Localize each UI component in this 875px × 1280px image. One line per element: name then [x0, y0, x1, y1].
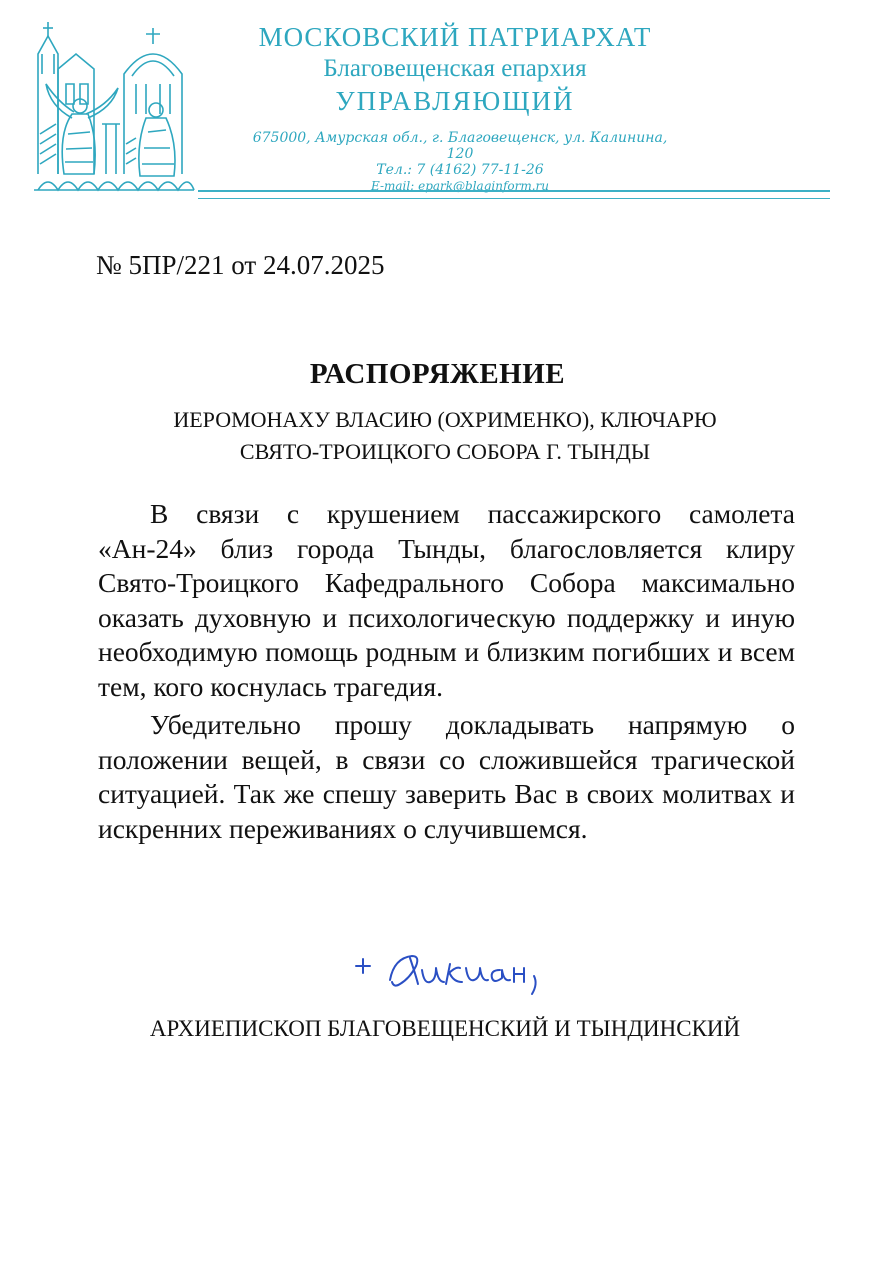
email-address: E-mail: epark@blaginform.ru	[370, 179, 550, 193]
office-name: УПРАВЛЯЮЩИЙ	[335, 86, 575, 116]
document-number: № 5ПР/221 от 24.07.2025	[96, 250, 385, 280]
body-paragraph-1: В связи с крушением пассажирского самолета «Ан-24» близ города Тынды, благословляется клиру Свято-Троицкого Кафедрального Собора максимально оказать духовную и психологическую поддержку и иную необходимую помощь родным и близким погибших и всем тем, кого коснулась трагедия.	[98, 498, 795, 702]
letterhead-contacts	[250, 130, 670, 194]
body-paragraph-2: Убедительно прошу докладывать напрямую о положении вещей, в связи со сложившейся трагической ситуацией. Так же спешу заверить Вас в своих молитвах и искренних переживаниях о случившемся.	[98, 709, 795, 844]
document-title: РАСПОРЯЖЕНИЕ	[309, 358, 566, 390]
addressee-block	[100, 404, 790, 468]
annunciation-icon-emblem	[28, 14, 200, 194]
letterhead-divider	[198, 190, 830, 199]
phone-number: Тел.: 7 (4162) 77-11-26	[376, 162, 544, 178]
handwritten-signature	[350, 940, 550, 1000]
addressee-line-2: СВЯТО-ТРОИЦКОГО СОБОРА Г. ТЫНДЫ	[239, 439, 651, 464]
patriarchate-name: МОСКОВСКИЙ ПАТРИАРХАТ	[258, 22, 652, 52]
eparchy-name: Благовещенская епархия	[323, 55, 587, 82]
letterhead	[0, 0, 875, 205]
document-body	[98, 497, 795, 846]
letterhead-title-block	[200, 20, 710, 118]
signer-title: АРХИЕПИСКОП БЛАГОВЕЩЕНСКИЙ И ТЫНДИНСКИЙ	[149, 1016, 741, 1041]
addressee-line-1: ИЕРОМОНАХУ ВЛАСИЮ (ОХРИМЕНКО), КЛЮЧАРЮ	[173, 407, 717, 432]
postal-address: 675000, Амурская обл., г. Благовещенск, ул. Калинина, 120	[252, 130, 668, 162]
